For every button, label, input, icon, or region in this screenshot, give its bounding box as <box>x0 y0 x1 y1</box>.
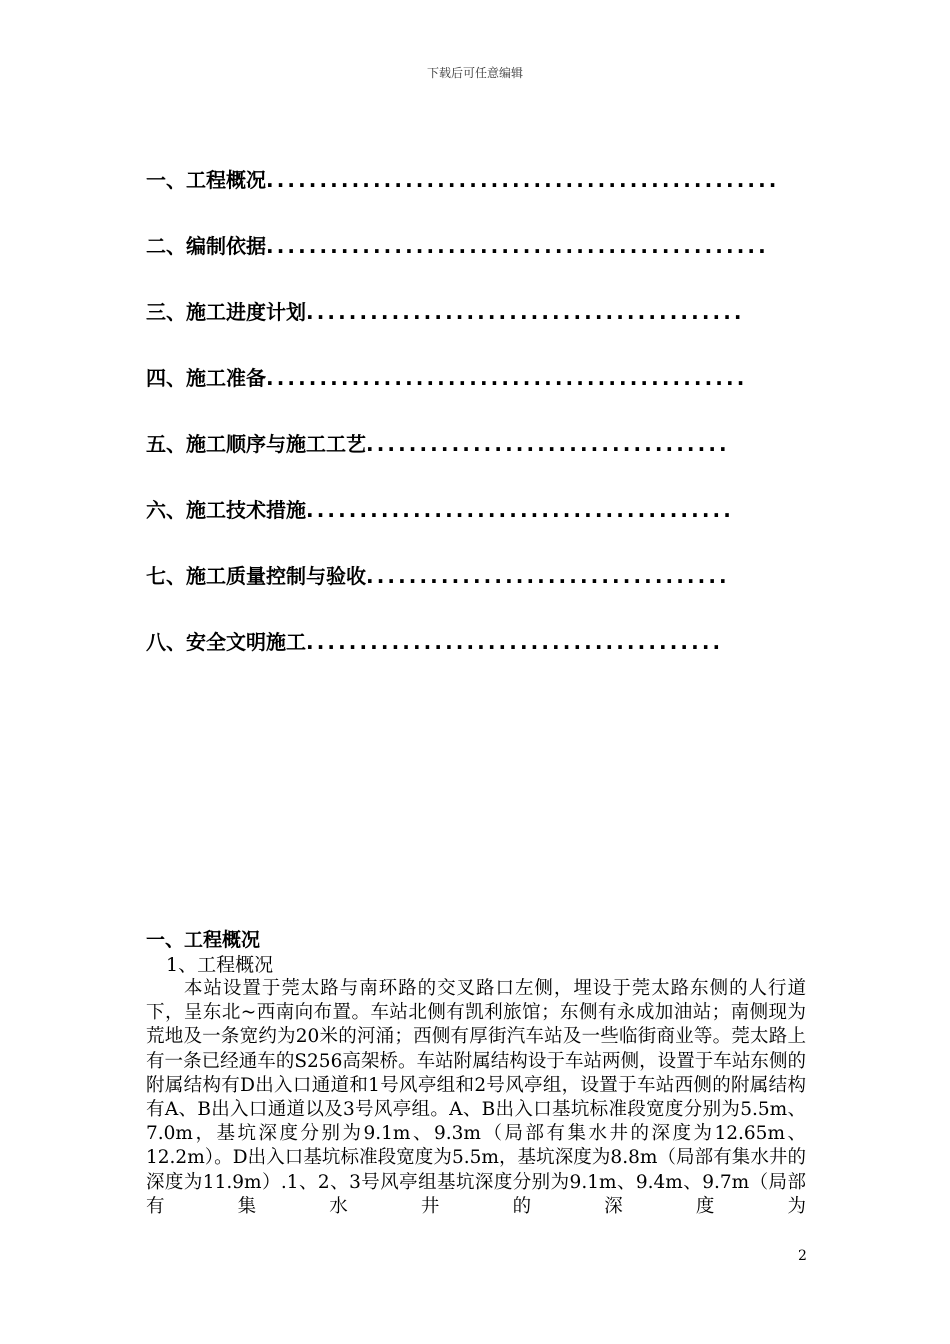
body-paragraph: 本站设置于莞太路与南环路的交叉路口左侧，埋设于莞太路东侧的人行道下，呈东北~西南向布置。车站北侧有凯利旅馆；东侧有永成加油站；南侧现为荒地及一条宽约为20米的河涌；西侧有厚街汽车站及一些临街商业等。莞太路上有一条已经通车的S256高架桥。车站附属结构设于车站两侧，设置于车站东侧的附属结构有D出入口通道和1号风亭组和2号风亭组，设置于车站西侧的附属结构有A、B出入口通道以及3号风亭组。A、B出入口基坑标准段宽度分别为5.5m、7.0m，基坑深度分别为9.1m、9.3m（局部有集水井的深度为12.65m、12.2m）。D出入口基坑标准段宽度为5.5m，基坑深度为8.8m（局部有集水井的深度为11.9m）.1、2、3号风亭组基坑深度分别为9.1m、9.4m、9.7m（局部有集水井的深度为 <box>146 978 806 1217</box>
toc-item-label: 七、施工质量控制与验收 <box>146 564 366 588</box>
toc-item[interactable] <box>146 164 826 230</box>
page-header: 下载后可任意编辑 <box>426 66 523 80</box>
toc-item-label: 三、施工进度计划 <box>146 300 306 324</box>
toc-item-dots: ........................................ <box>306 498 734 522</box>
toc-item-dots: ............................................. <box>266 366 748 390</box>
toc-item[interactable] <box>146 560 826 626</box>
toc-item-dots: .................................. <box>366 564 730 588</box>
toc-item[interactable] <box>146 296 826 362</box>
toc-item[interactable] <box>146 494 826 560</box>
toc-item[interactable] <box>146 362 826 428</box>
toc-item-dots: ................................................ <box>266 168 780 192</box>
page-number: 2 <box>798 1248 807 1264</box>
table-of-contents <box>146 164 826 692</box>
toc-item-dots: ......................................... <box>306 300 745 324</box>
toc-item-label: 二、编制依据 <box>146 234 266 258</box>
toc-item-dots: ....................................... <box>306 630 724 654</box>
toc-item[interactable] <box>146 428 826 494</box>
section-overview <box>146 927 806 1219</box>
toc-item-label: 六、施工技术措施 <box>146 498 306 522</box>
section-title: 一、工程概况 <box>146 929 261 951</box>
toc-item-label: 五、施工顺序与施工工艺 <box>146 432 366 456</box>
toc-item-label: 四、施工准备 <box>146 366 266 390</box>
toc-item-dots: .................................. <box>366 432 730 456</box>
toc-item-label: 一、工程概况 <box>146 168 266 192</box>
toc-item[interactable] <box>146 626 826 692</box>
toc-item[interactable] <box>146 230 826 296</box>
toc-item-label: 八、安全文明施工 <box>146 630 306 654</box>
section-subtitle: 1、工程概况 <box>166 954 274 976</box>
toc-item-dots: ............................................... <box>266 234 769 258</box>
